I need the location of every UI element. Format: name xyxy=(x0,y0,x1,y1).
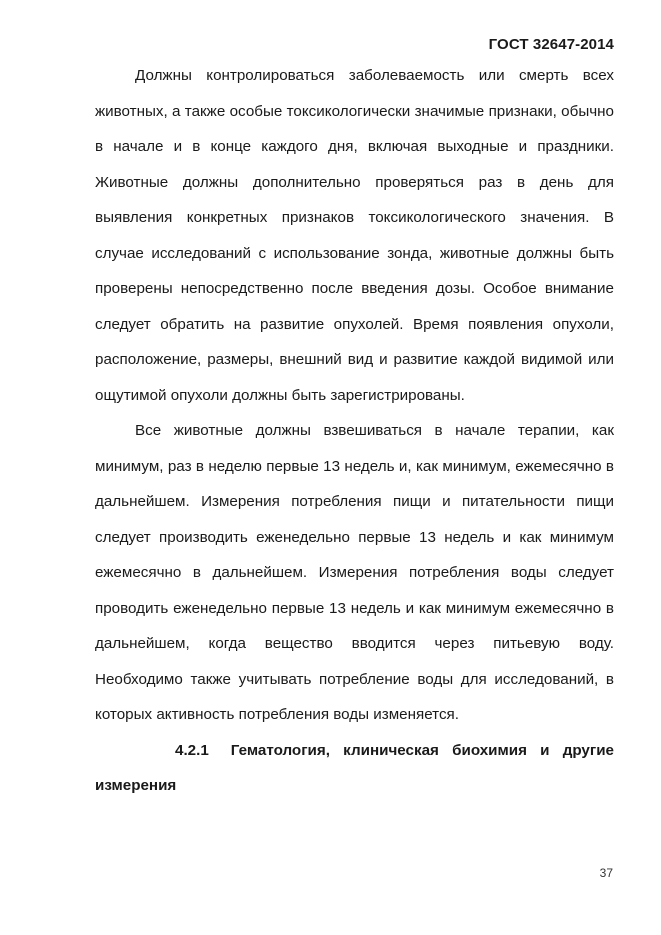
section-title: Гематология, клиническая биохимия и другие измерения xyxy=(95,741,614,794)
document-body xyxy=(95,58,614,804)
document-code-header: ГОСТ 32647-2014 xyxy=(488,36,614,53)
paragraph-observations: Должны контролироваться заболеваемость или смерть всех животных, а также особые токсикологически значимые признаки, обычно в начале и в конце каждого дня, включая выходные и праздники. Животные должны дополнительно проверяться раз в день для выявления конкретных признаков токсикологического значения. В случае исследований с использование зонда, животные должны быть проверены непосредственно после введения дозы. Особое внимание следует обратить на развитие опухолей. Время появления опухоли, расположение, размеры, внешний вид и развитие каждой видимой или ощутимой опухоли должны быть зарегистрированы. xyxy=(95,67,614,404)
section-number: 4.2.1 xyxy=(175,741,209,759)
page-number: 37 xyxy=(599,866,613,880)
paragraph-weighing: Все животные должны взвешиваться в начале терапии, как минимум, раз в неделю первые 13 недель и, как минимум, ежемесячно в дальнейшем. Измерения потребления пищи и питательности пищи следует производить еженедельно первые 13 недель и как минимум ежемесячно в дальнейшем. Измерения потребления воды следует проводить еженедельно первые 13 недель и как минимум ежемесячно в дальнейшем, когда вещество вводится через питьевую воду. Необходимо также учитывать потребление воды для исследований, в которых активность потребления воды изменяется. xyxy=(95,422,614,723)
section-heading xyxy=(95,733,614,804)
